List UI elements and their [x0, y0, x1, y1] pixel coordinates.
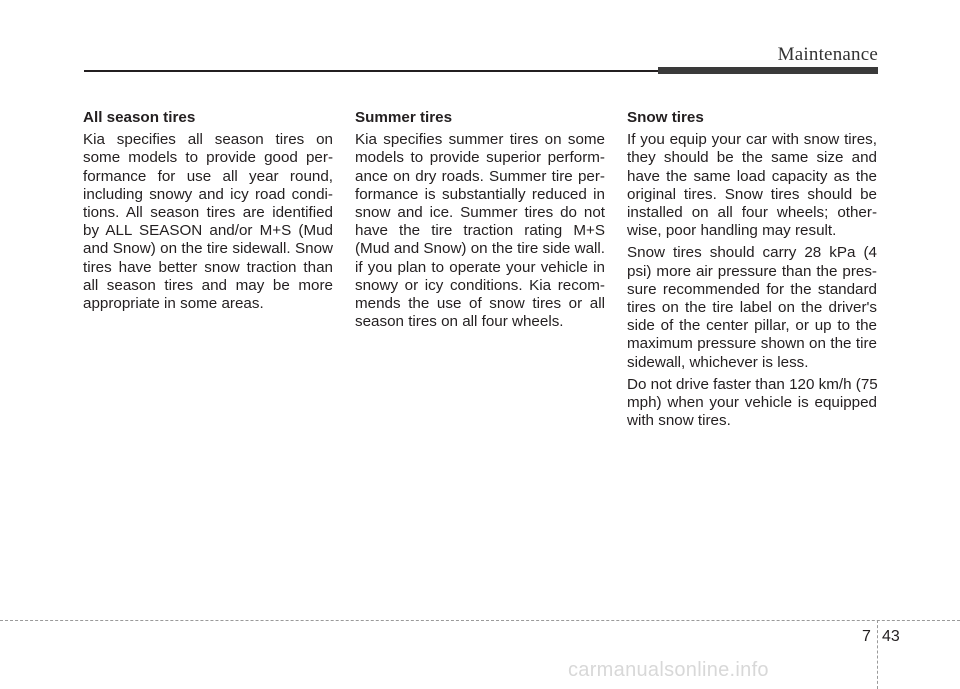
- text-line: by ALL SEASON and/or M+S (Mud: [83, 222, 333, 240]
- text-line: installed on all four wheels; other-: [627, 204, 877, 222]
- text-line: sure recommended for the standard: [627, 280, 877, 298]
- paragraph: [627, 244, 877, 371]
- column-all-season-tires: [83, 109, 333, 317]
- text-line: (Mud and Snow) on the tire side wall.: [355, 240, 605, 258]
- paragraph: [627, 376, 877, 431]
- text-line: mends the use of snow tires or all: [355, 295, 605, 313]
- text-line: wise, poor handling may result.: [627, 222, 837, 240]
- text-line: have the same load capacity as the: [627, 167, 877, 185]
- heading-snow-tires: Snow tires: [627, 109, 704, 126]
- paragraph: [83, 131, 333, 313]
- text-line: Do not drive faster than 120 km/h (75: [627, 375, 878, 393]
- heading-all-season-tires: All season tires: [83, 109, 196, 126]
- text-line: snow and ice. Summer tires do not: [355, 204, 605, 222]
- text-line: formance for use all year round,: [83, 167, 333, 185]
- paragraph: [355, 131, 605, 331]
- chapter-number: 7: [862, 628, 871, 645]
- paragraph: [627, 131, 877, 240]
- text-line: including snowy and icy road condi-: [83, 185, 333, 203]
- text-line: formance is substantially reduced in: [355, 185, 605, 203]
- section-title: Maintenance: [777, 44, 878, 65]
- text-line: and Snow) on the tire sidewall. Snow: [83, 240, 333, 258]
- text-line: with snow tires.: [627, 412, 731, 430]
- text-line: ance on dry roads. Summer tire per-: [355, 167, 605, 185]
- column-summer-tires: [355, 109, 605, 335]
- page-number: 43: [882, 628, 900, 645]
- text-line: Kia specifies summer tires on some: [355, 131, 605, 149]
- heading-summer-tires: Summer tires: [355, 109, 453, 126]
- text-line: appropriate in some areas.: [83, 295, 264, 313]
- text-line: tires on the tire label on the driver's: [627, 299, 877, 317]
- footer-rule: [0, 620, 960, 621]
- text-line: Kia specifies all season tires on: [83, 131, 333, 149]
- text-line: have the tire traction rating M+S: [355, 222, 605, 240]
- watermark: carmanualsonline.info: [568, 659, 769, 681]
- text-line: original tires. Snow tires should be: [627, 185, 877, 203]
- text-line: maximum pressure shown on the tire: [627, 335, 877, 353]
- text-line: season tires on all four wheels.: [355, 313, 564, 331]
- text-line: all season tires and may be more: [83, 276, 333, 294]
- column-snow-tires: [627, 109, 877, 434]
- text-line: some models to provide good per-: [83, 149, 333, 167]
- header-rule-accent: [658, 67, 878, 74]
- text-line: tions. All season tires are identified: [83, 204, 333, 222]
- text-line: sidewall, whichever is less.: [627, 353, 809, 371]
- text-line: side of the center pillar, or up to the: [627, 317, 877, 335]
- header-rule: [84, 70, 660, 72]
- text-line: they should be the same size and: [627, 149, 877, 167]
- text-line: snowy or icy conditions. Kia recom-: [355, 276, 605, 294]
- text-line: if you plan to operate your vehicle in: [355, 258, 605, 276]
- text-line: mph) when your vehicle is equipped: [627, 394, 877, 412]
- text-line: tires have better snow traction than: [83, 258, 333, 276]
- text-line: If you equip your car with snow tires,: [627, 131, 877, 149]
- text-line: models to provide superior perform-: [355, 149, 605, 167]
- text-line: psi) more air pressure than the pres-: [627, 262, 877, 280]
- text-line: Snow tires should carry 28 kPa (4: [627, 244, 877, 262]
- footer-divider: [877, 620, 878, 689]
